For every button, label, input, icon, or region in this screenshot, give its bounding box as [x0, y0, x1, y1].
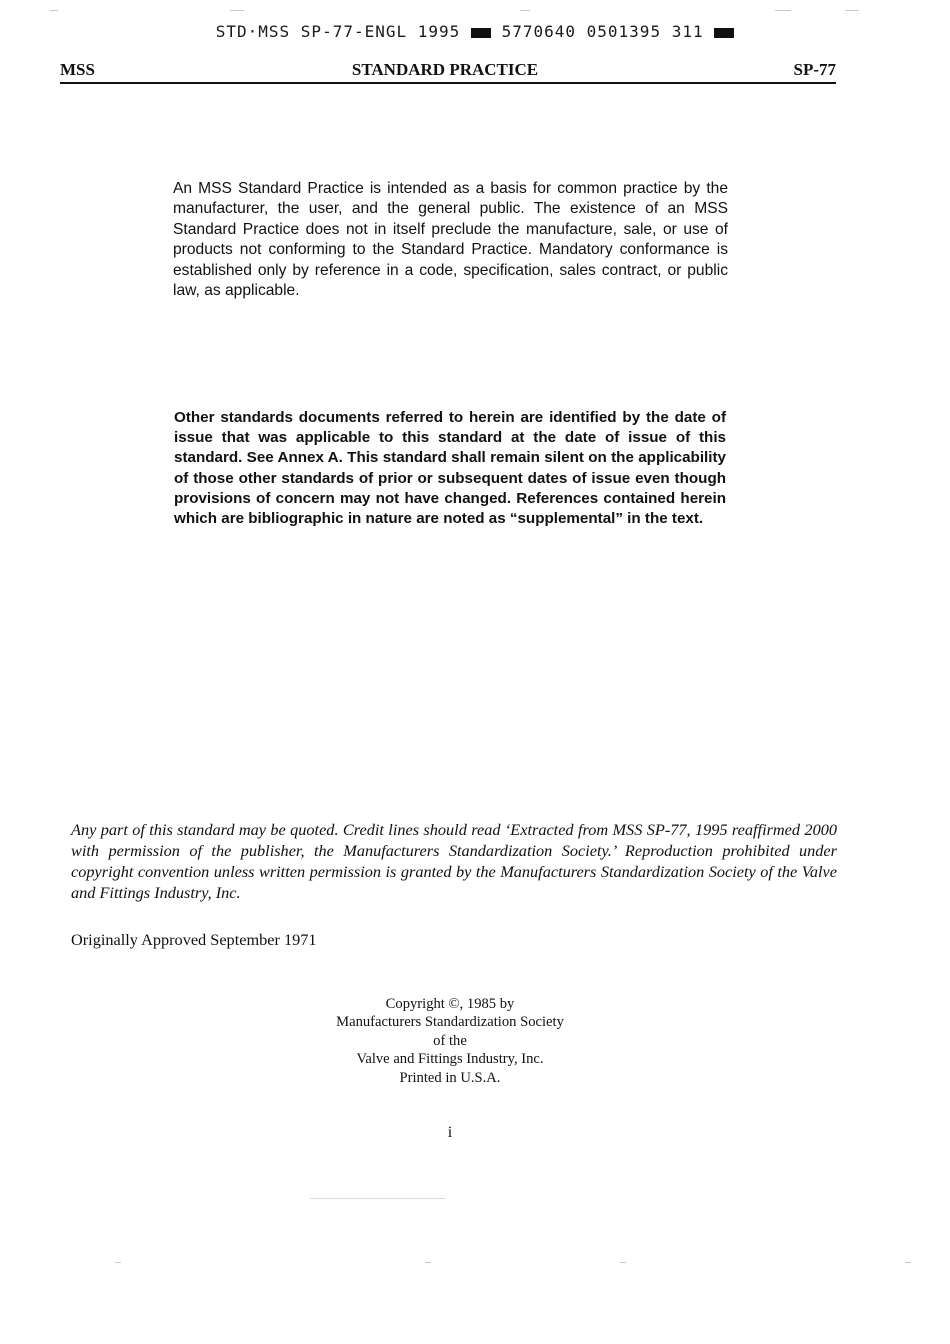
redaction-block [471, 28, 491, 38]
quotation-notice: Any part of this standard may be quoted. Credit lines should read ‘Extracted from MSS SP-77, 1995 reaffirmed 2000 with permission of the publisher, the Manufacturers Standardization Society.’ Reproduction prohibited under copyright convention unless written permission is granted by the Manufacturers Standardization Society of the Valve and Fittings Industry, Inc. [71, 820, 837, 902]
references-paragraph: Other standards documents referred to herein are identified by the date of issue that was applicable to this standard at the date of issue of this standard. See Annex A. This standard shall remain silent on the applicability of those other standards of prior or subsequent dates of issue even though provisions of concern may not have changed. References contained herein which are bibliographic in nature are noted as “supplemental” in the text. [174, 409, 726, 528]
header-doc-number: SP-77 [793, 60, 836, 79]
intro-paragraph: An MSS Standard Practice is intended as a basis for common practice by the manufacturer, the user, and the general public. The existence of an MSS Standard Practice does not in itself preclude the manufacture, sale, or use of products not conforming to the Standard Practice. Mandatory conformance is established only by reference in a code, specification, sales contract, or public law, as applicable. [173, 180, 728, 300]
scan-artifact [425, 1262, 431, 1263]
copyright-line: Copyright ©, 1985 by [385, 996, 515, 1012]
stamp-number: 5770640 0501395 311 [501, 22, 704, 41]
scan-artifact [50, 10, 58, 11]
copyright-line: Printed in U.S.A. [399, 1069, 501, 1086]
copyright-block [0, 995, 900, 1087]
copyright-line: Valve and Fittings Industry, Inc. [356, 1051, 544, 1068]
scan-artifact [520, 10, 530, 11]
scan-artifact [620, 1262, 626, 1263]
scan-artifact [845, 10, 859, 11]
copyright-line: Manufacturers Standardization Society [336, 1014, 564, 1031]
page-number: i [447, 1124, 453, 1141]
stamp-code: STD·MSS SP-77-ENGL 1995 [215, 22, 461, 41]
document-id-stamp [0, 22, 950, 41]
scan-artifact [230, 10, 244, 11]
scan-artifact [775, 10, 791, 11]
redaction-block [714, 28, 734, 38]
scan-artifact [905, 1262, 911, 1263]
header-org: MSS [60, 60, 95, 79]
copyright-line: of the [433, 1032, 467, 1049]
header-rule [60, 82, 836, 84]
scan-artifact [115, 1262, 121, 1263]
approval-date: Originally Approved September 1971 [71, 930, 317, 949]
scan-artifact [310, 1198, 445, 1199]
header-title: STANDARD PRACTICE [351, 60, 539, 79]
